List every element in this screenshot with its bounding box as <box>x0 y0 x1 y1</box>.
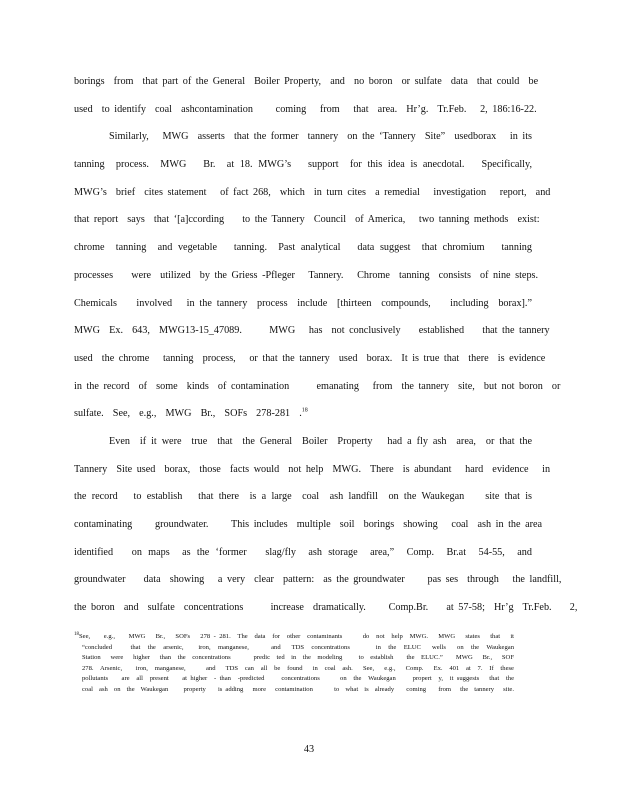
body-line-text: the boron and sulfate concentrations increase dramatically. Comp.Br. at 57-58; Hr’g Tr.Feb. 2, <box>74 602 578 614</box>
footnote-line <box>74 643 514 654</box>
body-line-text: Even if it were true that the General Boiler Property had a fly ash area, or that the <box>109 435 532 447</box>
body-line <box>74 400 532 428</box>
body-line-text: sulfate. See, e.g., MWG Br., SOFs 278-281 . <box>74 408 302 420</box>
body-line <box>74 428 532 456</box>
body-line <box>74 345 546 373</box>
body-line <box>74 373 561 401</box>
body-line-text: used to identify coal ashcontamination coming from that area. Hr’g. Tr.Feb. 2, 186:16-22. <box>74 103 537 115</box>
body-line <box>74 317 550 345</box>
footnote-text: See, e.g., MWG Br., SOFs 278 - 281. The data for other contaminants do not help MWG. MWG states that it <box>79 633 514 640</box>
body-line <box>74 566 562 594</box>
body-line-text: groundwater data showing a very clear pattern: as the groundwater pas ses through the landfill, <box>74 574 562 586</box>
body-line-text: used the chrome tanning process, or that the tannery used borax. It is true that there is evidence <box>74 352 546 364</box>
footnote-text: pollutants are all present at higher - than -predicted concentrations on the Waukegan propert y, it suggests that the <box>82 675 514 682</box>
footnote-text: 278. Arsenic, iron, manganese, and TDS can all be found in coal ash. See, e.g., Comp. Ex. 401 at 7. If these <box>82 664 514 672</box>
body-line <box>74 123 532 151</box>
footnote-text: “concluded that the arsenic, iron, manganese, and TDS concentrations in the ELUC wells on the Waukegan <box>82 643 514 651</box>
body-line-text: contaminating groundwater. This includes multiple soil borings showing coal ash in the area <box>74 519 543 530</box>
footnotes <box>74 632 514 695</box>
body-line <box>74 594 578 622</box>
body-line <box>74 539 532 567</box>
body-line <box>74 179 551 207</box>
footnote-line <box>74 685 514 696</box>
footnote-line <box>74 674 514 685</box>
body-line-text: chrome tanning and vegetable tanning. Past analytical data suggest that chromium tanning <box>74 242 532 254</box>
body-line <box>74 262 539 290</box>
body-text <box>74 68 578 622</box>
footnote-text: coal ash on the Waukegan property is adding more contamination to what is already coming from the tannery site. <box>82 685 514 693</box>
body-line-text: that report says that ‘[a]ccording to the Tannery Council of America, two tanning methods exist: <box>74 214 540 226</box>
body-line <box>74 68 539 96</box>
body-line <box>74 511 543 539</box>
body-line <box>74 206 540 234</box>
body-line <box>74 151 532 179</box>
footnote-line <box>74 664 514 675</box>
body-line-text: Chemicals involved in the tannery process include [thirteen compounds, including borax].” <box>74 297 532 309</box>
body-line-text: tanning process. MWG Br. at 18. MWG’s support for this idea is anecdotal. Specifically, <box>74 159 532 171</box>
body-line <box>74 290 532 318</box>
body-line <box>74 483 532 511</box>
footnote-line <box>74 632 514 643</box>
body-line <box>74 234 532 262</box>
footnote-reference[interactable]: 18 <box>301 407 308 414</box>
body-line-text: Similarly, MWG asserts that the former tannery on the ‘Tannery Site” usedborax in its <box>109 131 532 143</box>
footnote-text: Station were higher than the concentrations predic ted in the modeling to establish the ELUC.” MWG Br., SOF <box>82 654 514 661</box>
body-line-text: MWG Ex. 643, MWG13-15_47089. MWG has not conclusively established that the tannery <box>74 325 550 337</box>
body-line-text: identified on maps as the ‘former slag/fly ash storage area,” Comp. Br.at 54-55, and <box>74 546 532 558</box>
body-line <box>74 96 537 124</box>
body-line-text: in the record of some kinds of contamination emanating from the tannery site, but not boron or <box>74 380 561 392</box>
page-number: 43 <box>303 744 315 755</box>
body-line-text: processes were utilized by the Griess -Pfleger Tannery. Chrome tanning consists of nine steps. <box>74 269 539 281</box>
body-line-text: the record to establish that there is a large coal ash landfill on the Waukegan site that is <box>74 491 532 503</box>
body-line-text: MWG’s brief cites statement of fact 268, which in turn cites a remedial investigation report, and <box>74 186 551 198</box>
body-line <box>74 456 551 484</box>
body-line-text: borings from that part of the General Boiler Property, and no boron or sulfate data that could be <box>74 76 539 87</box>
footnote-line <box>74 653 514 664</box>
body-line-text: Tannery Site used borax, those facts would not help MWG. There is abundant hard evidence in <box>74 463 551 475</box>
footnote-mark: 18 <box>74 631 79 637</box>
